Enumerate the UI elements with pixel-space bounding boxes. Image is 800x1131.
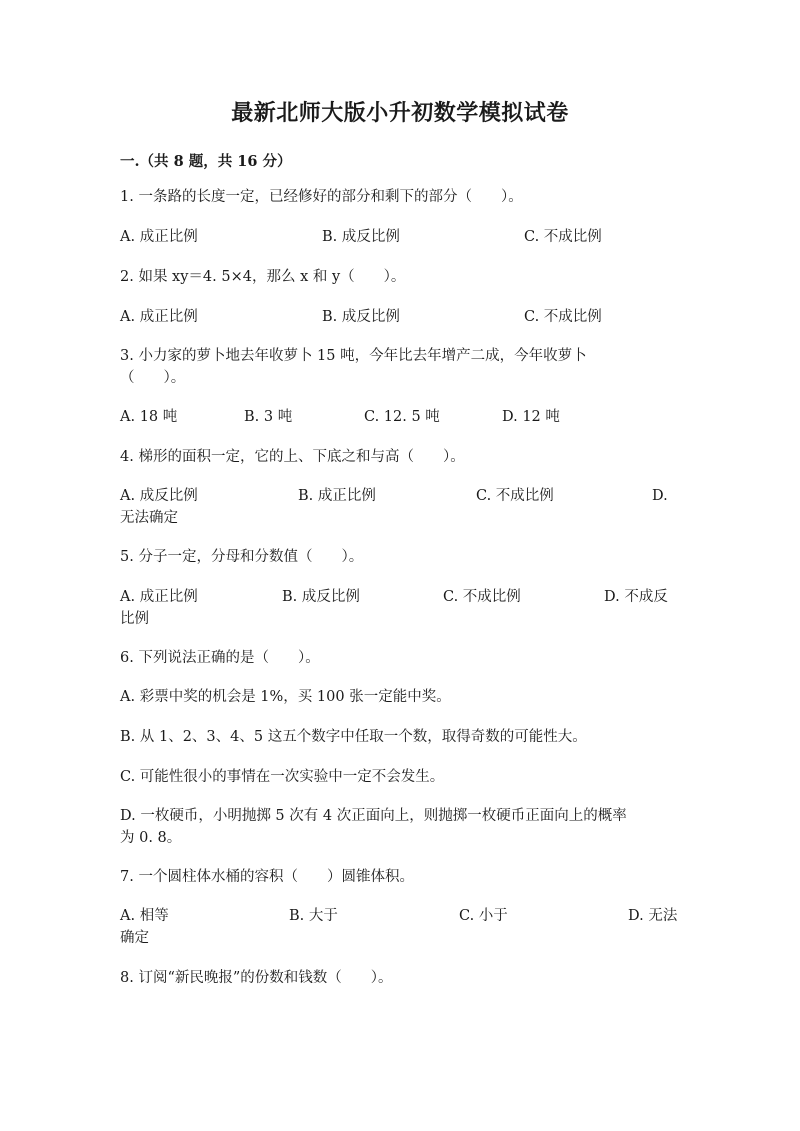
question-5-option-b: B. 成反比例 [282, 589, 360, 605]
question-2-option-b: B. 成反比例 [322, 309, 400, 325]
question-3-option-c: C. 12. 5 吨 [364, 409, 440, 425]
question-3-option-a: A. 18 吨 [120, 409, 178, 425]
question-4-option-b: B. 成正比例 [298, 488, 376, 504]
question-1-stem: 1. 一条路的长度一定，已经修好的部分和剩下的部分（ ）。 [120, 189, 523, 205]
question-3-option-d: D. 12 吨 [502, 409, 560, 425]
question-4-option-d-cont: 无法确定 [120, 510, 178, 526]
question-4-stem: 4. 梯形的面积一定，它的上、下底之和与高（ ）。 [120, 449, 465, 465]
question-1-option-c: C. 不成比例 [524, 229, 602, 245]
page-title: 最新北师大版小升初数学模拟试卷 [231, 100, 569, 126]
question-5-stem: 5. 分子一定，分母和分数值（ ）。 [120, 549, 364, 565]
question-6-option-d-cont: 为 0. 8。 [120, 830, 182, 846]
question-6-option-c: C. 可能性很小的事情在一次实验中一定不会发生。 [120, 769, 445, 785]
question-2-stem: 2. 如果 xy＝4. 5×4，那么 x 和 y（ ）。 [120, 269, 406, 285]
question-5-option-a: A. 成正比例 [120, 589, 198, 605]
question-4-option-c: C. 不成比例 [476, 488, 554, 504]
question-6-option-a: A. 彩票中奖的机会是 1%，买 100 张一定能中奖。 [120, 689, 451, 705]
question-1-option-a: A. 成正比例 [120, 229, 198, 245]
question-5-option-d: D. 不成反 [604, 589, 668, 605]
section-heading: 一.（共 8 题，共 16 分） [120, 153, 292, 170]
question-7-option-a: A. 相等 [120, 908, 169, 924]
question-3-option-b: B. 3 吨 [244, 409, 293, 425]
question-7-option-b: B. 大于 [289, 908, 338, 924]
question-3-stem-cont: （ ）。 [120, 370, 186, 386]
question-6-option-b: B. 从 1、2、3、4、5 这五个数字中任取一个数，取得奇数的可能性大。 [120, 729, 587, 745]
question-7-option-c: C. 小于 [459, 908, 508, 924]
question-2-option-a: A. 成正比例 [120, 309, 198, 325]
question-7-option-d: D. 无法 [628, 908, 678, 924]
question-2-option-c: C. 不成比例 [524, 309, 602, 325]
question-7-option-d-cont: 确定 [120, 930, 149, 946]
question-4-option-a: A. 成反比例 [120, 488, 198, 504]
question-4-option-d: D. [652, 488, 668, 504]
question-7-stem: 7. 一个圆柱体水桶的容积（ ）圆锥体积。 [120, 869, 414, 885]
question-6-option-d: D. 一枚硬币，小明抛掷 5 次有 4 次正面向上，则抛掷一枚硬币正面向上的概率 [120, 808, 627, 824]
question-5-option-d-cont: 比例 [120, 611, 149, 627]
question-6-stem: 6. 下列说法正确的是（ ）。 [120, 650, 320, 666]
question-3-stem: 3. 小力家的萝卜地去年收萝卜 15 吨，今年比去年增产二成，今年收萝卜 [120, 348, 587, 364]
question-5-option-c: C. 不成比例 [443, 589, 521, 605]
question-8-stem: 8. 订阅“新民晚报”的份数和钱数（ ）。 [120, 970, 393, 986]
question-1-option-b: B. 成反比例 [322, 229, 400, 245]
